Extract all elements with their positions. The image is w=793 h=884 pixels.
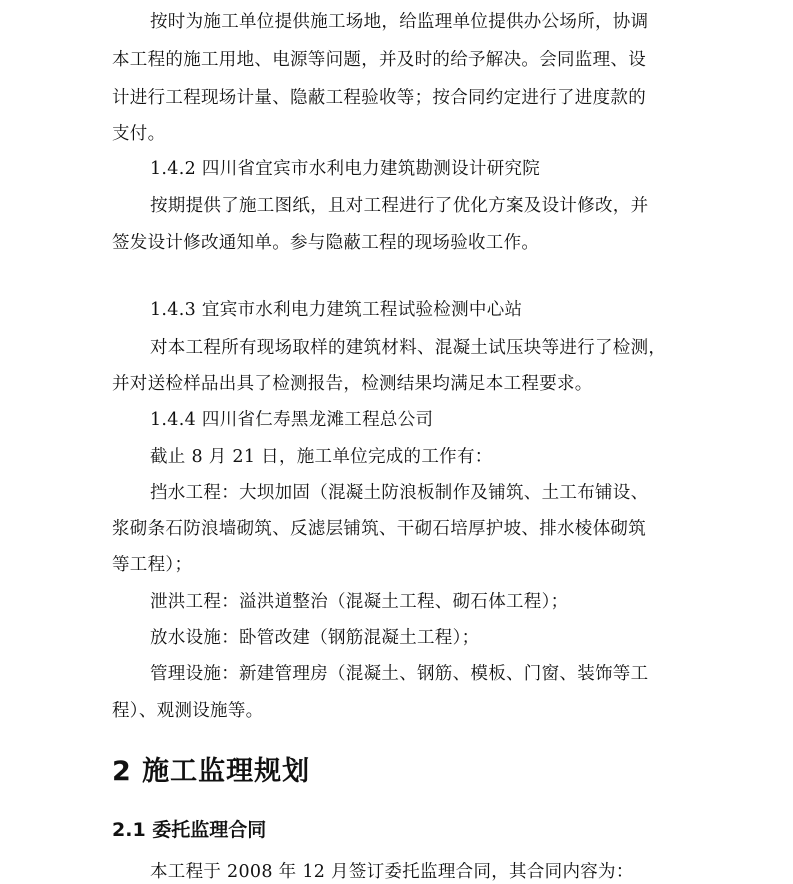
section-title-1-4-2: 1.4.2 四川省宜宾市水利电力建筑勘测设计研究院 [150, 159, 541, 179]
paragraph-line: 浆砌条石防浪墙砌筑、反滤层铺筑、干砌石培厚护坡、排水棱体砌筑 [112, 519, 646, 539]
paragraph-line: 管理设施：新建管理房（混凝土、钢筋、模板、门窗、装饰等工 [150, 664, 649, 684]
paragraph-line: 对本工程所有现场取样的建筑材料、混凝土试压块等进行了检测， [150, 338, 667, 358]
paragraph-line: 泄洪工程：溢洪道整治（混凝土工程、砌石体工程）； [150, 592, 569, 612]
paragraph-line: 挡水工程：大坝加固（混凝土防浪板制作及铺筑、土工布铺设、 [150, 483, 649, 503]
paragraph-line: 按期提供了施工图纸，且对工程进行了优化方案及设计修改，并 [150, 196, 649, 216]
paragraph-line: 签发设计修改通知单。参与隐蔽工程的现场验收工作。 [112, 233, 540, 253]
paragraph-line: 本工程的施工用地、电源等问题，并及时的给予解决。会同监理、设 [112, 50, 646, 70]
paragraph-line: 本工程于 2008 年 12 月签订委托监理合同，其合同内容为： [150, 862, 634, 882]
section-title-1-4-3: 1.4.3 宜宾市水利电力建筑工程试验检测中心站 [150, 300, 523, 320]
paragraph-line: 放水设施：卧管改建（钢筋混凝土工程）； [150, 628, 480, 648]
paragraph-line: 并对送检样品出具了检测报告，检测结果均满足本工程要求。 [112, 374, 593, 394]
paragraph-line: 程）、观测设施等。 [112, 701, 264, 721]
section-heading: 2.1 委托监理合同 [112, 819, 267, 841]
section-title-1-4-4: 1.4.4 四川省仁寿黑龙滩工程总公司 [150, 410, 434, 430]
paragraph-line: 等工程）； [112, 555, 193, 575]
chapter-heading: 2 施工监理规划 [112, 756, 311, 787]
paragraph-line: 支付。 [112, 124, 166, 144]
paragraph-line: 按时为施工单位提供施工场地，给监理单位提供办公场所，协调 [150, 12, 649, 32]
paragraph-line: 计进行工程现场计量、隐蔽工程验收等；按合同约定进行了进度款的 [112, 88, 646, 108]
paragraph-line: 截止 8 月 21 日，施工单位完成的工作有： [150, 447, 493, 467]
